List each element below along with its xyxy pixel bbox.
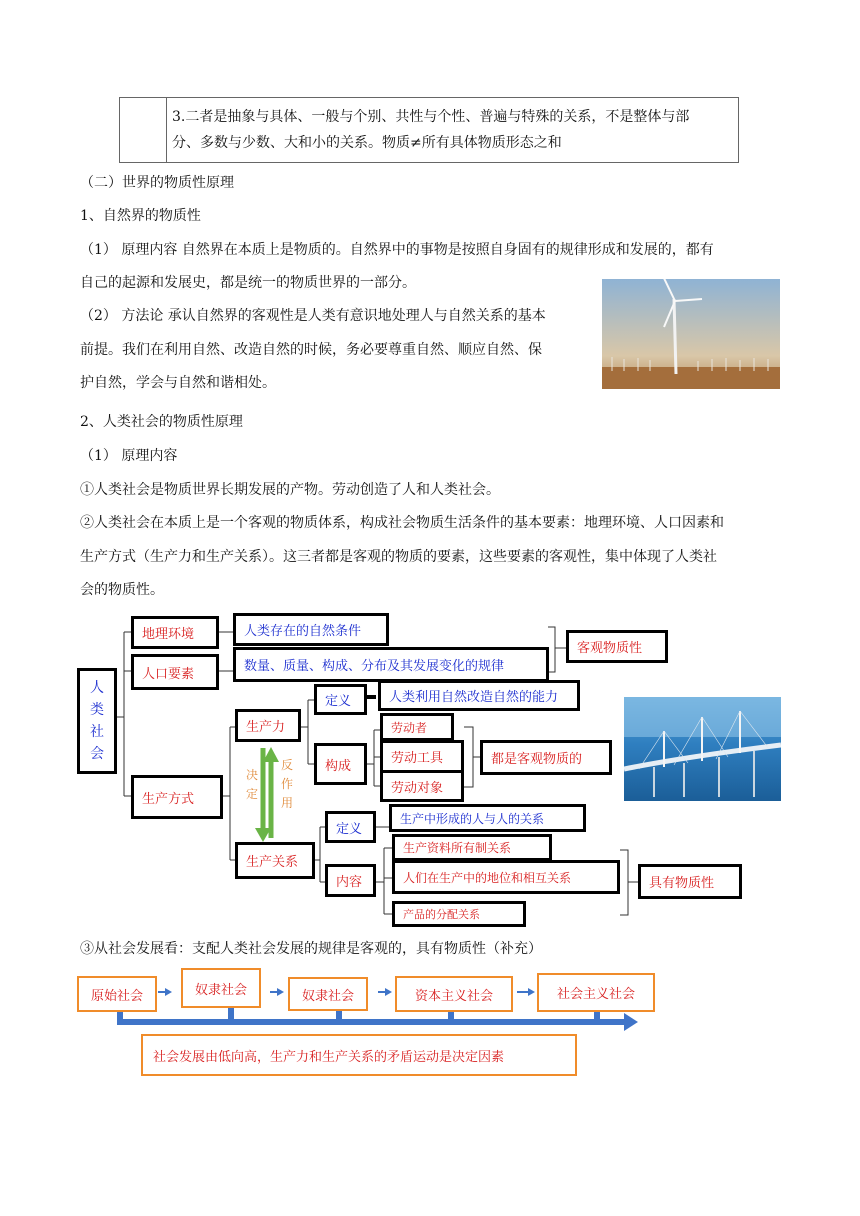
table-text-line1: 3.二者是抽象与具体、一般与个别、共性与个性、普遍与特殊的关系，不是整体与部	[172, 109, 690, 125]
paragraph-2-line2: 前提。我们在利用自然、改造自然的时候，务必要尊重自然、顺应自然、保	[80, 342, 542, 358]
population-label: 人口要素	[142, 666, 195, 682]
population-box	[131, 654, 219, 690]
diagram-root-human-society	[77, 668, 117, 774]
status-relation-box	[392, 860, 620, 894]
force-comp-label: 构成	[325, 758, 352, 774]
timeline-stage-3	[288, 977, 368, 1011]
paragraph-5-line2: 生产方式（生产力和生产关系）。这三者都是客观的物质的要素，这些要素的客观性，集中体现了人类社	[80, 549, 717, 565]
timeline-caption-box	[141, 1034, 577, 1076]
all-objective-label: 都是客观物质的	[491, 752, 583, 767]
geo-environment-box	[131, 616, 219, 649]
timeline-caption: 社会发展由低向高，生产力和生产关系的矛盾运动是决定因素	[153, 1049, 505, 1065]
relation-content-box	[325, 864, 376, 897]
laborer-label: 劳动者	[391, 720, 428, 735]
stage-3-label: 奴隶社会	[301, 988, 354, 1004]
all-objective-box	[480, 740, 612, 775]
react-label: 反作用	[280, 758, 293, 810]
stage-4-label: 资本主义社会	[414, 988, 493, 1004]
stage-2-label: 奴隶社会	[194, 982, 247, 998]
paragraph-1-line2: 自己的起源和发展史，都是统一的物质世界的一部分。	[80, 275, 416, 291]
relation-definition-box	[389, 804, 586, 832]
timeline-stage-5	[537, 973, 655, 1012]
ownership-relation-box	[392, 834, 552, 861]
labor-tool-box	[380, 740, 464, 773]
distribution-relation-box	[392, 901, 526, 927]
has-materiality-box	[638, 864, 742, 899]
laborer-box	[380, 713, 454, 741]
rel-content-label: 内容	[336, 875, 363, 890]
labor-object-box	[380, 770, 464, 802]
production-relation-label: 生产关系	[246, 855, 299, 870]
bridge-photo	[624, 697, 781, 801]
geo-desc-box	[233, 613, 389, 646]
objective-materiality-box	[566, 630, 668, 663]
distribution-relation-label: 产品的分配关系	[403, 908, 480, 921]
labor-tool-label: 劳动工具	[391, 751, 444, 766]
paragraph-2-line1: （2） 方法论 承认自然界的客观性是人类有意识地处理人与自然关系的基本	[80, 308, 546, 324]
rel-def-text: 生产中形成的人与人的关系	[400, 811, 545, 826]
force-definition-box	[378, 680, 580, 711]
objective-label: 客观物质性	[577, 641, 643, 656]
labor-object-label: 劳动对象	[391, 780, 444, 796]
stage-1-label: 原始社会	[90, 988, 143, 1004]
force-definition-label-box	[314, 684, 367, 715]
population-desc-box	[233, 647, 549, 682]
force-def-text: 人类利用自然改造自然的能力	[389, 690, 559, 705]
geo-label: 地理环境	[142, 627, 195, 642]
timeline-stage-1	[77, 976, 157, 1012]
root-label: 人类社会	[90, 680, 104, 762]
paragraph-6: ③从社会发展看：支配人类社会发展的规律是客观的，具有物质性（补充）	[80, 941, 542, 957]
paragraph-2-line3: 护自然，学会与自然和谐相处。	[80, 375, 276, 391]
force-def-label: 定义	[325, 694, 352, 709]
rel-def-label: 定义	[336, 821, 363, 837]
decide-label: 决定	[245, 768, 258, 801]
subheading-nature: 1、自然界的物质性	[80, 208, 201, 224]
timeline-stage-2	[181, 968, 261, 1008]
relation-definition-label-box	[325, 811, 376, 843]
paragraph-1-line1: （1） 原理内容 自然界在本质上是物质的。自然界中的事物是按照自身固有的规律形成和发展的，都有	[80, 242, 714, 258]
production-relation-box	[235, 842, 315, 879]
has-materiality-label: 具有物质性	[649, 876, 715, 891]
productive-force-box	[235, 709, 301, 742]
population-desc-label: 数量、质量、构成、分布及其发展变化的规律	[244, 659, 505, 674]
paragraph-3: （1） 原理内容	[80, 448, 178, 464]
timeline-stage-4	[395, 976, 513, 1012]
status-relation-label: 人们在生产中的地位和相互关系	[403, 870, 572, 885]
subheading-society: 2、人类社会的物质性原理	[80, 414, 243, 430]
paragraph-5-line1: ②人类社会在本质上是一个客观的物质体系，构成社会物质生活条件的基本要素：地理环境、人口因素和	[80, 515, 724, 531]
paragraph-4: ①人类社会是物质世界长期发展的产物。劳动创造了人和人类社会。	[80, 482, 500, 498]
production-mode-label: 生产方式	[142, 791, 195, 807]
production-mode-box	[131, 775, 223, 819]
paragraph-5-line3: 会的物质性。	[80, 582, 164, 598]
section-heading: （二）世界的物质性原理	[80, 175, 234, 191]
stage-5-label: 社会主义社会	[556, 987, 635, 1002]
table-text-line2: 分、多数与少数、大和小的关系。物质≠所有具体物质形态之和	[172, 135, 562, 151]
ownership-relation-label: 生产资料所有制关系	[403, 841, 512, 855]
force-composition-box	[314, 743, 367, 785]
productive-force-label: 生产力	[246, 720, 286, 735]
geo-desc-label: 人类存在的自然条件	[244, 624, 362, 639]
